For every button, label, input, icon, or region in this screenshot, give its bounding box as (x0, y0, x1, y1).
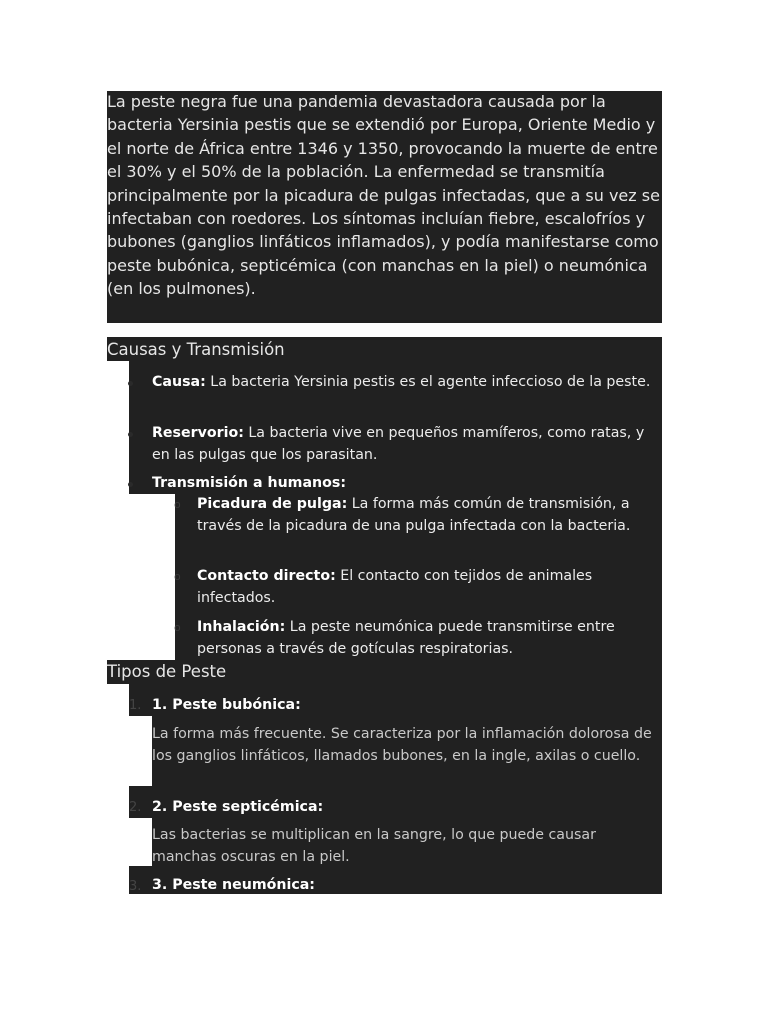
list-item-transmision (152, 473, 662, 495)
sublist-item-contacto (197, 566, 662, 609)
causas-heading: Causas y Transmisión (107, 340, 285, 359)
tipo-title-septicemica (152, 797, 662, 819)
tipo-title-neumonica (152, 875, 662, 897)
item-text: La forma más común de transmisión, a través de la picadura de una pulga infectada con la bacteria. (197, 496, 631, 534)
list-item-reservorio (152, 423, 666, 466)
item-text: La bacteria vive en pequeños mamíferos, como ratas, y en las pulgas que los parasitan. (152, 425, 645, 463)
list-number-3: 3. (129, 879, 142, 894)
bullet-transmision (128, 482, 133, 487)
tipo-title: 3. Peste neumónica: (152, 877, 315, 893)
item-label: Causa: (152, 374, 206, 390)
tipo-title: 2. Peste septicémica: (152, 799, 324, 815)
item-label: Transmisión a humanos: (152, 475, 347, 491)
list-number-2: 2. (129, 800, 142, 815)
bullet-causa (128, 381, 133, 386)
tipo-desc-septicemica: Las bacterias se multiplican en la sangre, lo que puede causar manchas oscuras en la piel. (152, 827, 596, 865)
sublist-item-picadura (197, 494, 662, 537)
tipo-title-bubonica (152, 695, 662, 717)
sub-marker: o (174, 621, 181, 634)
bullet-reservorio (128, 432, 133, 437)
item-text: La peste neumónica puede transmitirse entre personas a través de gotículas respiratorias. (197, 619, 615, 657)
item-label: Inhalación: (197, 619, 286, 635)
list-item-causa (152, 372, 662, 394)
item-label: Picadura de pulga: (197, 496, 348, 512)
list-number-1: 1. (129, 698, 142, 713)
item-text: El contacto con tejidos de animales infectados. (197, 568, 593, 606)
sub-marker: o (174, 498, 181, 511)
item-label: Reservorio: (152, 425, 244, 441)
tipos-heading: Tipos de Peste (107, 662, 227, 681)
intro-paragraph: La peste negra fue una pandemia devastadora causada por la bacteria Yersinia pestis que se extendió por Europa, Oriente Medio y el norte de África entre 1346 y 1350, provocando la muerte de entre el 30% y el 50% de la población. La enfermedad se transmitía principalmente por la picadura de pulgas infectadas, que a su vez se infectaban con roedores. Los síntomas incluían fiebre, escalofríos y bubones (ganglios linfáticos inflamados), y podía manifestarse como peste bubónica, septicémica (con manchas en la piel) o neumónica (en los pulmones). (107, 92, 660, 299)
sublist-item-inhalacion (197, 617, 662, 660)
tipo-desc-bubonica: La forma más frecuente. Se caracteriza por la inflamación dolorosa de los ganglios linfáticos, llamados bubones, en la ingle, axilas o cuello. (152, 726, 652, 764)
sub-marker: o (174, 570, 181, 583)
tipo-title: 1. Peste bubónica: (152, 697, 301, 713)
item-label: Contacto directo: (197, 568, 336, 584)
item-text: La bacteria Yersinia pestis es el agente infeccioso de la peste. (205, 374, 651, 390)
